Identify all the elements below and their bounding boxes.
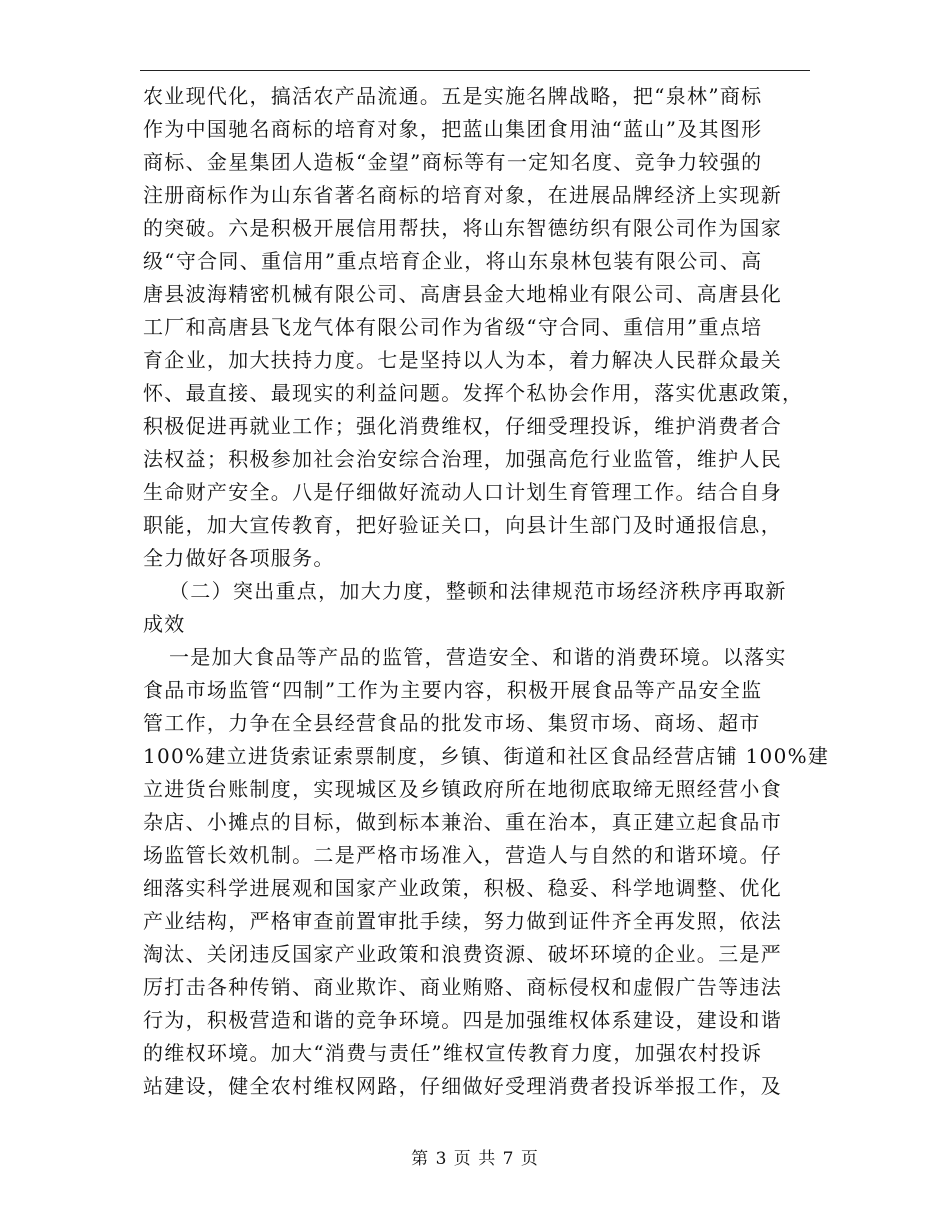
paragraph-line: 淘汰、关闭违反国家产业政策和浪费资源、破坏环境的企业。三是严 [143,942,782,966]
document-body [143,80,830,1103]
paragraph-line: 工厂和高唐县飞龙气体有限公司作为省级“守合同、重信用”重点培 [143,315,763,339]
paragraph-line: 产业结构，严格审查前置审批手续，努力做到证件齐全再发照，依法 [143,909,782,933]
paragraph-line: （二）突出重点，加大力度，整顿和法律规范市场经济秩序再取新 [169,579,787,603]
paragraph-line: 商标、金星集团人造板“金望”商标等有一定知名度、竞争力较强的 [143,150,763,174]
paragraph-line: 农业现代化，搞活农产品流通。五是实施名牌战略，把“泉林”商标 [143,84,763,108]
paragraph-line: 100%建立进货索证索票制度，乡镇、街道和社区食品经营店铺 100%建 [143,744,830,768]
paragraph-line: 注册商标作为山东省著名商标的培育对象，在进展品牌经济上实现新 [143,183,782,207]
paragraph-line: 育企业，加大扶持力度。七是坚持以人为本，着力解决人民群众最关 [143,348,782,372]
paragraph-line: 积极促进再就业工作；强化消费维权，仔细受理投诉，维护消费者合 [143,414,782,438]
paragraph-line: 作为中国驰名商标的培育对象，把蓝山集团食用油“蓝山”及其图形 [143,117,763,141]
paragraph-line: 行为，积极营造和谐的竞争环境。四是加强维权体系建设，建设和谐 [143,1008,782,1032]
paragraph-line: 的维权环境。加大“消费与责任”维权宣传教育力度，加强农村投诉 [143,1041,763,1065]
paragraph-line: 职能，加大宣传教育，把好验证关口，向县计生部门及时通报信息， [143,513,782,537]
paragraph-line: 厉打击各种传销、商业欺诈、商业贿赂、商标侵权和虚假广告等违法 [143,975,782,999]
paragraph-line: 食品市场监管“四制”工作为主要内容，积极开展食品等产品安全监 [143,678,763,702]
paragraph-line: 生命财产安全。八是仔细做好流动人口计划生育管理工作。结合自身 [143,480,782,504]
paragraph-line: 级“守合同、重信用”重点培育企业，将山东泉林包装有限公司、高 [143,249,763,273]
paragraph-line: 法权益；积极参加社会治安综合治理，加强高危行业监管，维护人民 [143,447,782,471]
paragraph-line: 的突破。六是积极开展信用帮扶，将山东智德纺织有限公司作为国家 [143,216,782,240]
paragraph-line: 管工作，力争在全县经营食品的批发市场、集贸市场、商场、超市 [143,711,761,735]
paragraph-line: 立进货台账制度，实现城区及乡镇政府所在地彻底取缔无照经营小食 [143,777,782,801]
paragraph-line: 怀、最直接、最现实的利益问题。发挥个私协会作用，落实优惠政策， [143,381,804,405]
paragraph-line: 杂店、小摊点的目标，做到标本兼治、重在治本，真正建立起食品市 [143,810,782,834]
paragraph-line: 一是加大食品等产品的监管，营造安全、和谐的消费环境。以落实 [169,645,787,669]
paragraph-line: 场监管长效机制。二是严格市场准入，营造人与自然的和谐环境。仔 [143,843,782,867]
paragraph-line: 站建设，健全农村维权网路，仔细做好受理消费者投诉举报工作，及 [143,1074,782,1098]
paragraph-line: 细落实科学进展观和国家产业政策，积极、稳妥、科学地调整、优化 [143,876,782,900]
header-rule [140,70,810,71]
paragraph-line: 全力做好各项服务。 [143,546,335,570]
page-footer: 第 3 页 共 7 页 [411,1149,539,1169]
paragraph-line: 成效 [143,612,186,636]
paragraph-line: 唐县波海精密机械有限公司、高唐县金大地棉业有限公司、高唐县化 [143,282,782,306]
